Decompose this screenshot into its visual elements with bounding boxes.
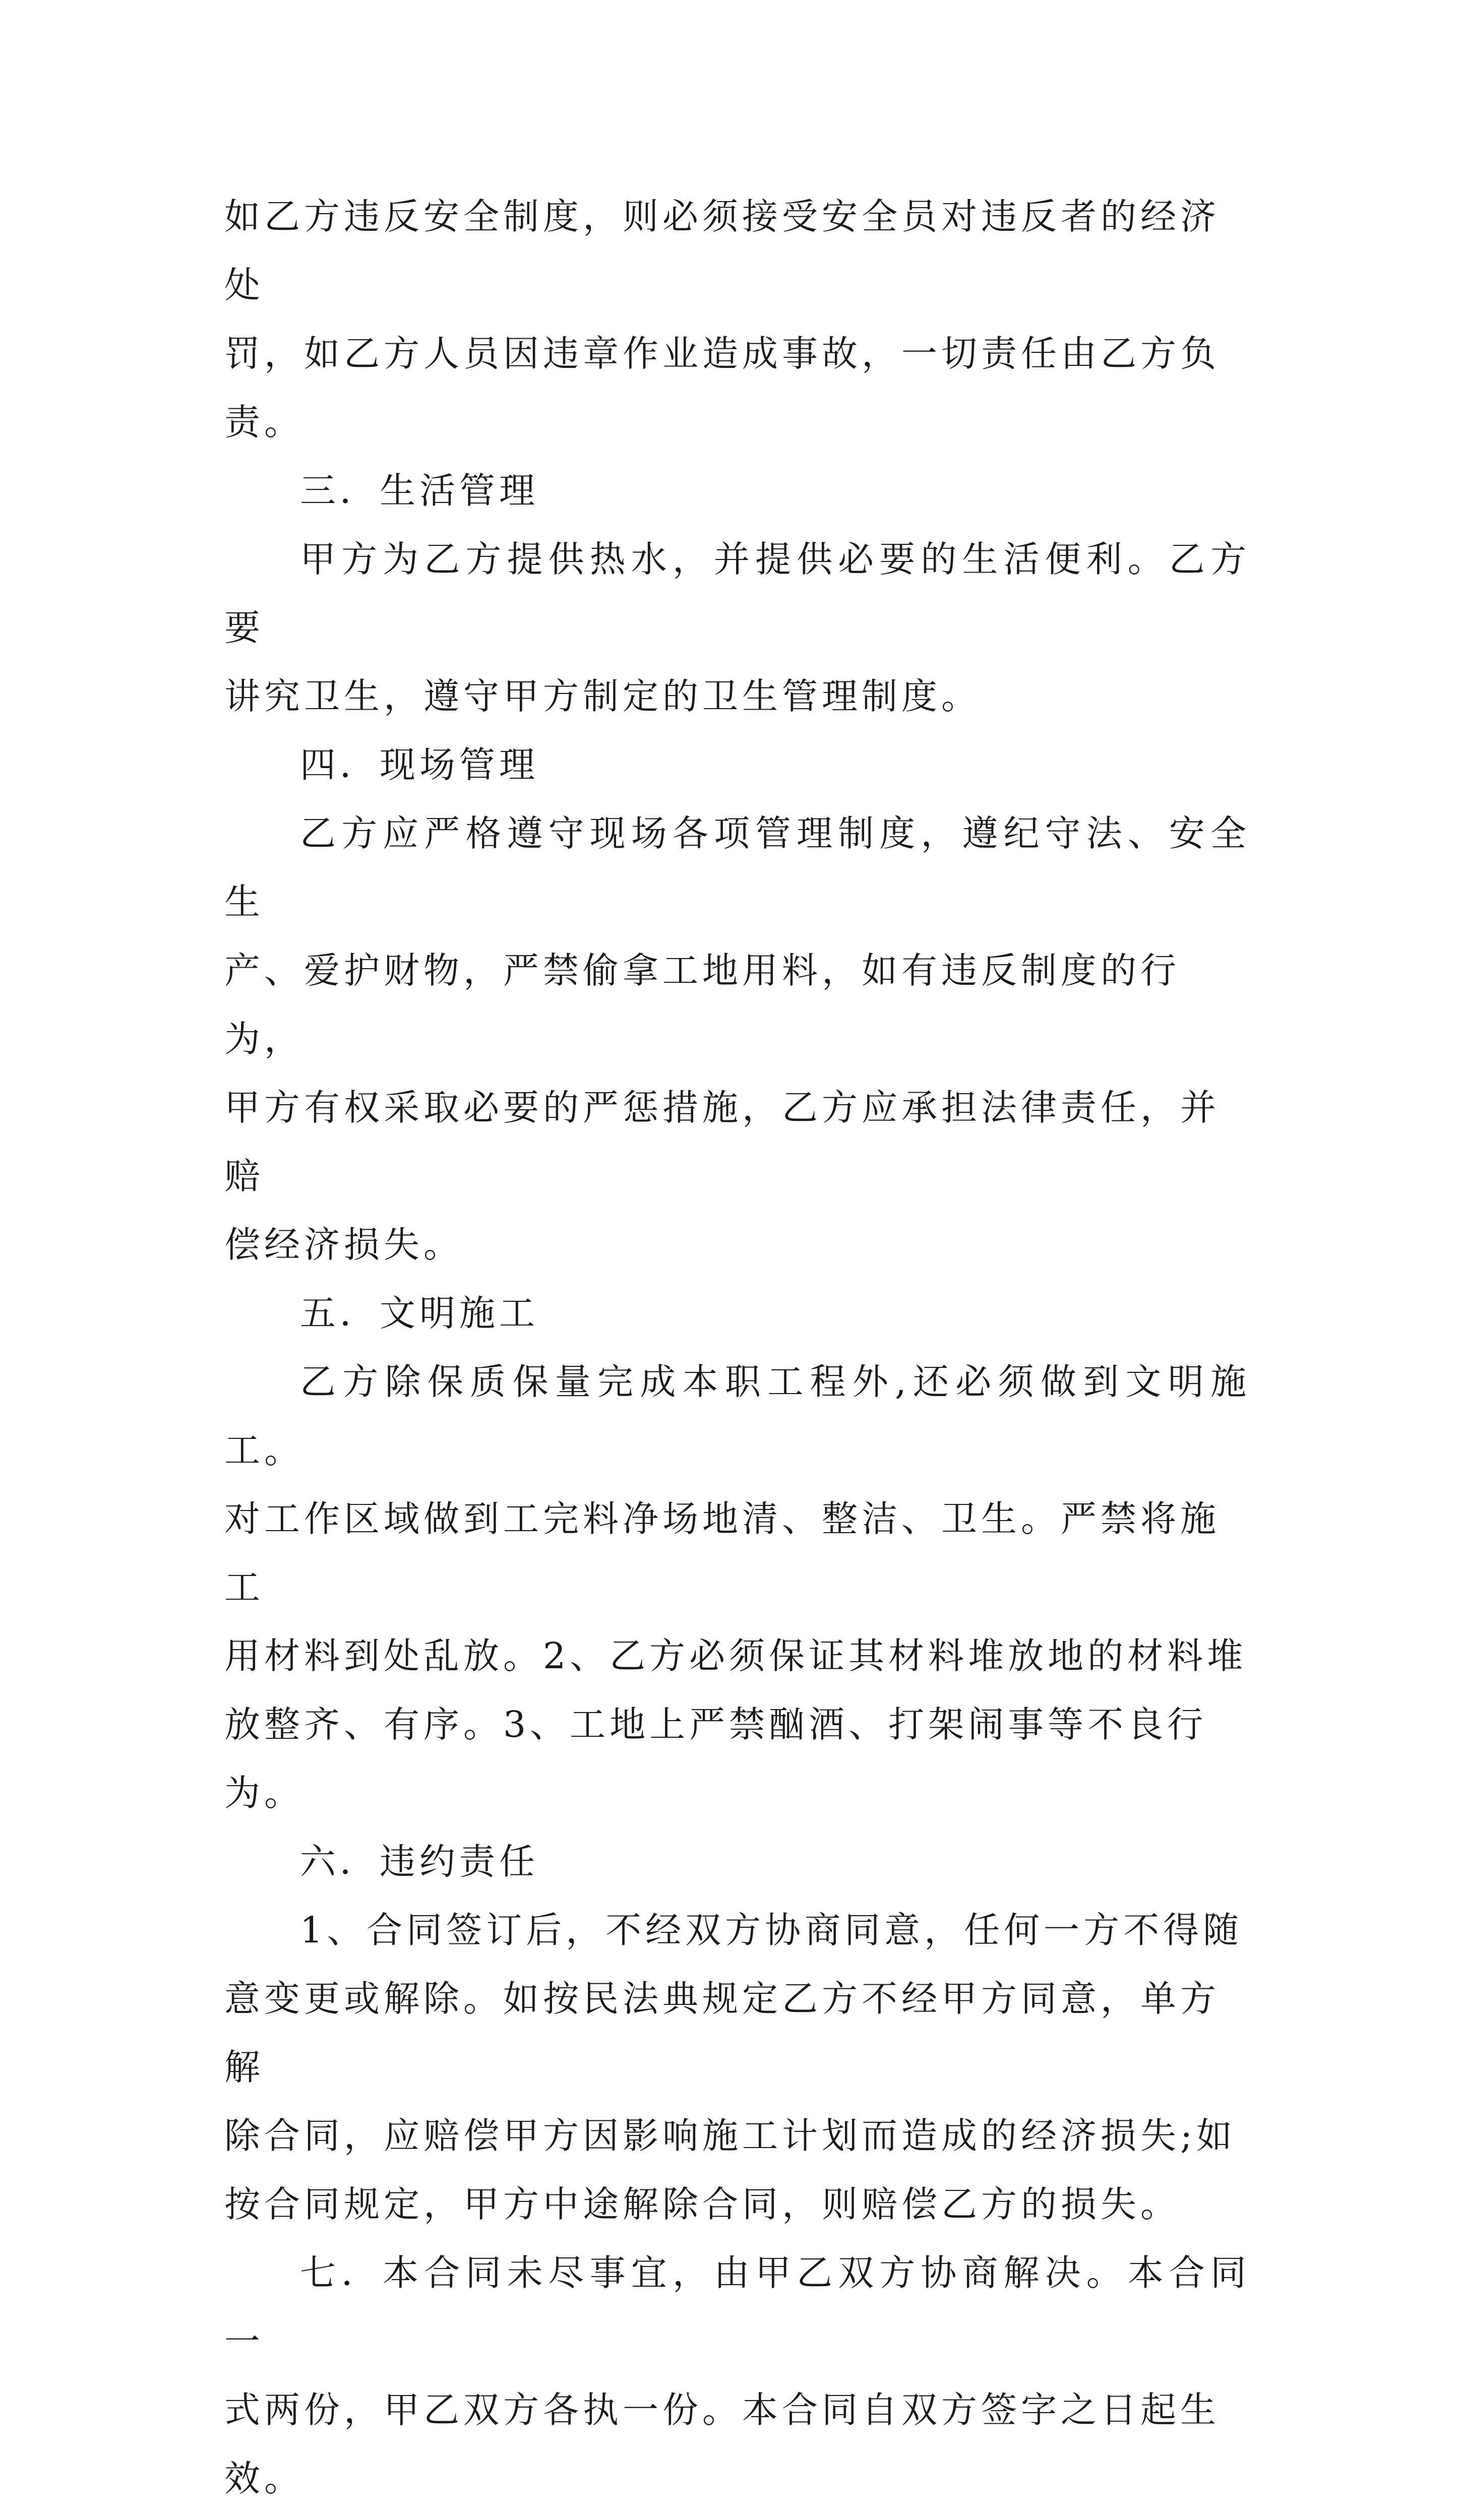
document-body (224, 182, 1250, 2520)
text-line: 式两份，甲乙双方各执一份。本合同自双方签字之日起生效。 (224, 2389, 1221, 2499)
text-line: 乙方应严格遵守现场各项管理制度，遵纪守法、安全生 (224, 812, 1250, 923)
text-line: 意变更或解除。如按民法典规定乙方不经甲方同意，单方解 (224, 1978, 1221, 2088)
text-line: 除合同，应赔偿甲方因影响施工计划而造成的经济损失;如 (224, 2115, 1236, 2157)
text-line: 甲方有权采取必要的严惩措施，乙方应承担法律责任，并赔 (224, 1087, 1221, 1197)
paragraph-civilized (224, 1348, 1250, 1828)
section-heading-liability: 六．违约责任 (300, 1841, 539, 1882)
text-line: 按合同规定，甲方中途解除合同，则赔偿乙方的损失。 (224, 2183, 1181, 2225)
paragraph-liability (224, 1896, 1250, 2239)
paragraph-safety-continuation (224, 182, 1250, 457)
text-line: 乙方除保质保量完成本职工程外,还必须做到文明施工。 (224, 1361, 1250, 1471)
text-line: 罚，如乙方人员因违章作业造成事故，一切责任由乙方负责。 (224, 333, 1221, 443)
signature-party-a (224, 2513, 1250, 2520)
text-line: 如乙方违反安全制度，则必须接受安全员对违反者的经济处 (224, 196, 1221, 306)
paragraph-closing (224, 2239, 1250, 2513)
text-line: 1、合同签订后，不经双方协商同意，任何一方不得随 (300, 1909, 1243, 1951)
text-line: 七．本合同未尽事宜，由甲乙双方协商解决。本合同一 (224, 2252, 1250, 2362)
text-line: 用材料到处乱放。2、乙方必须保证其材料堆放地的材料堆 (224, 1635, 1247, 1677)
section-heading-civilized: 五．文明施工 (300, 1292, 539, 1334)
text-line: 产、爱护财物，严禁偷拿工地用料，如有违反制度的行为， (224, 950, 1181, 1060)
paragraph-living (224, 525, 1250, 731)
text-line: 偿经济损失。 (224, 1224, 464, 1266)
paragraph-site (224, 799, 1250, 1279)
text-line: 甲方为乙方提供热水，并提供必要的生活便利。乙方要 (224, 538, 1250, 649)
text-line: 对工作区域做到工完料净场地清、整洁、卫生。严禁将施工 (224, 1498, 1221, 1608)
text-line: 讲究卫生，遵守甲方制定的卫生管理制度。 (224, 675, 982, 717)
section-heading-site: 四．现场管理 (300, 744, 539, 786)
text-line: 放整齐、有序。3、工地上严禁酗酒、打架闹事等不良行为。 (224, 1704, 1207, 1814)
section-heading-living: 三．生活管理 (300, 470, 539, 512)
